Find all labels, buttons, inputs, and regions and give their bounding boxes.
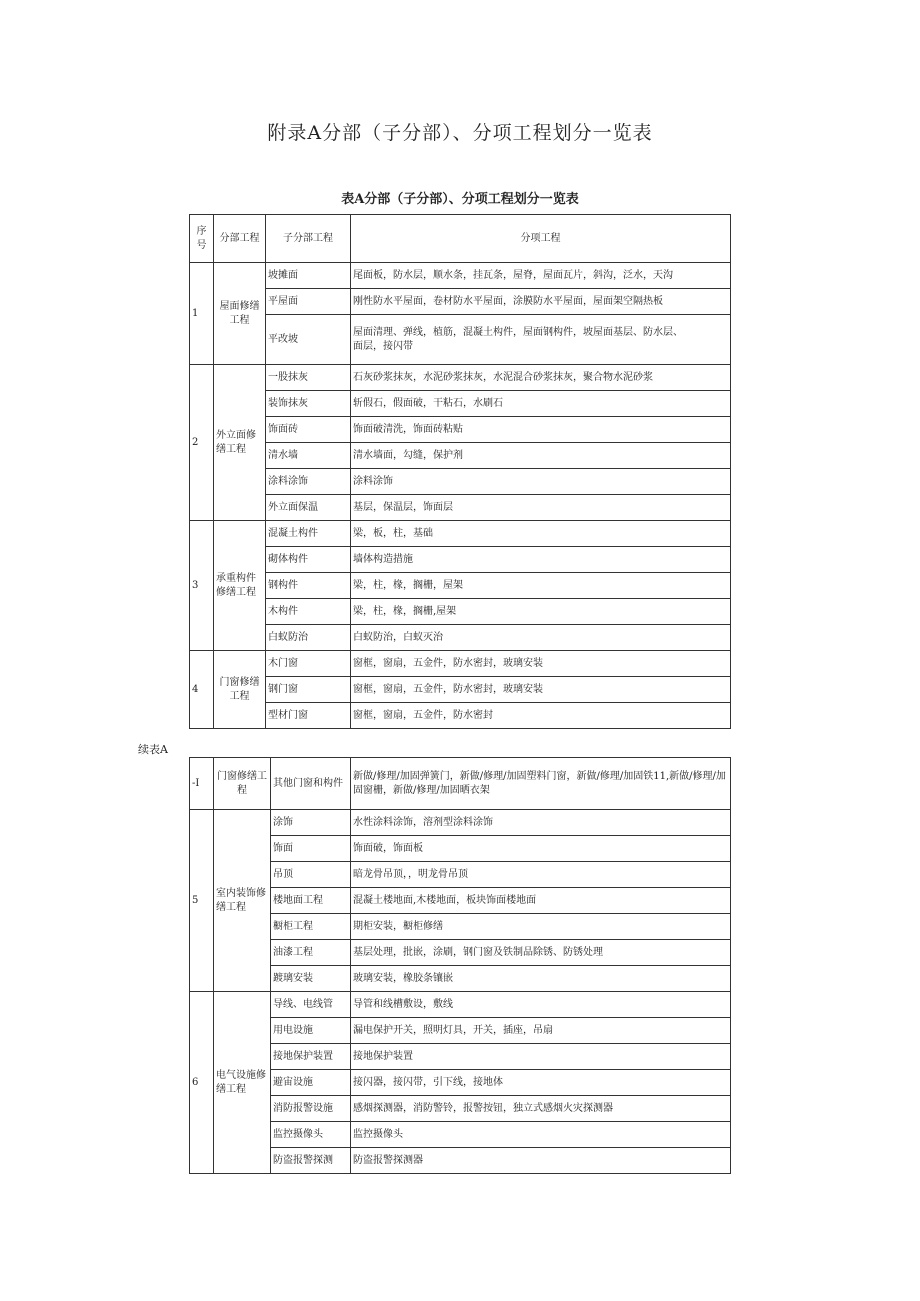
table-header-row [190,215,731,263]
header-items: 分项工程 [351,215,731,263]
table-row [190,495,731,521]
item-list [351,315,731,365]
sub-division-name: 白蚁防治 [266,625,351,651]
item-list [351,547,731,573]
table-row [190,443,731,469]
row-number: 1 [190,263,214,365]
table-row [190,573,731,599]
item-list [351,365,731,391]
item-list [351,599,731,625]
division-name: 门窗修缮工程 [214,758,271,810]
item-list: 新做/修理/加固弹簧门，新做/修理/加固塑料门窗，新做/修理/加固铁11,新做/修理/加固窗栅，新做/修理/加固晒衣架 [351,758,731,810]
table-row [190,703,731,729]
item-list: 感烟探测器，消防警铃，报警按钮，独立式感烟火灾探测器 [351,1096,731,1122]
sub-division-name: 砌体构件 [266,547,351,573]
sub-division-name: 钢门窗 [266,677,351,703]
item-list: 基层处理，批嵌，涂刷，钢门窗及铁制品除锈、防锈处理 [351,940,731,966]
item-text: 白蚁防治，白蚁灭治 [353,631,443,643]
division-name: 承重构件修缮工程 [214,521,266,651]
division-name: 外立面修缮工程 [214,365,266,521]
table-row [190,992,731,1018]
item-list: 导管和线槽敷设，敷线 [351,992,731,1018]
sub-division-name: 楼地面工程 [271,888,351,914]
header-no: 序号 [190,215,214,263]
sub-division-name: 防盗报警探测 [271,1148,351,1174]
table-row [190,651,731,677]
division-table-continued [189,757,731,1174]
item-list: 水性涂料涂饰，溶剂型涂料涂饰 [351,810,731,836]
item-list [351,391,731,417]
sub-division-name: 涂料涂饰 [266,469,351,495]
item-text: 刚性防水平屋面，卷材防水平屋面，涂膜防水平屋面，屋面架空隔热板 [353,295,663,307]
sub-division-name: 监控摄像头 [271,1122,351,1148]
table-row [190,888,731,914]
item-text: 斩假石，假面破，干粘石，水刷石 [353,397,503,409]
table-row [190,289,731,315]
item-text: 尾面板，防水层，顺水条，挂瓦条，屋脊，屋面瓦片，斜沟，泛水，天沟 [353,269,673,281]
item-text: 清水墙面，勾缝，保护剂 [353,449,463,461]
item-list [351,417,731,443]
item-list [351,469,731,495]
sub-division-name: 清水墙 [266,443,351,469]
item-text: 屋面清理、弹线，植筋，混凝土构件，屋面钢构件，坡屋面基层、防水层、 [353,326,683,338]
row-number: 2 [190,365,214,521]
item-text: 梁，板，柱，基础 [353,527,433,539]
sub-division-name: 装饰抹灰 [266,391,351,417]
item-list [351,625,731,651]
item-list [351,677,731,703]
table-caption: 表A分部（子分部）、分项工程划分一览表 [341,192,579,207]
item-list: 接闪器，接闪带，引下线，接地体 [351,1070,731,1096]
item-list: 接地保护装置 [351,1044,731,1070]
sub-division-name: 平改坡 [266,315,351,365]
sub-division-name: 避宙设施 [271,1070,351,1096]
table-row [190,547,731,573]
sub-division-name: 木门窗 [266,651,351,677]
row-number: 4 [190,651,214,729]
sub-division-name: 油漆工程 [271,940,351,966]
page-title: 附录A分部（子分部）、分项工程划分一览表 [267,122,653,144]
item-list [351,263,731,289]
sub-division-name: 用电设施 [271,1018,351,1044]
item-list [351,495,731,521]
table-row [190,1148,731,1174]
table-row [190,810,731,836]
item-text: 窗框，窗扇，五金件，防水密封 [353,709,493,721]
sub-division-name: 混凝土构件 [266,521,351,547]
item-list: 防盗报警探测器 [351,1148,731,1174]
sub-division-name: 一股抹灰 [266,365,351,391]
row-number: -I [190,758,214,810]
sub-division-name: 消防报警设施 [271,1096,351,1122]
table-row [190,417,731,443]
table-row [190,758,731,810]
sub-division-name: 外立面保温 [266,495,351,521]
table-row [190,1070,731,1096]
item-text: 饰面破清洗，饰面砖粘贴 [353,423,463,435]
item-list [351,521,731,547]
table-row [190,940,731,966]
sub-division-name: 踱璃安装 [271,966,351,992]
item-list: 暗龙骨吊顶，，明龙骨吊顶 [351,862,731,888]
sub-division-name: 其他门窗和构件 [271,758,351,810]
continuation-label: 续表A [138,743,168,756]
sub-division-name: 涂饰 [271,810,351,836]
item-list [351,573,731,599]
table-row [190,391,731,417]
sub-division-name: 平屋面 [266,289,351,315]
item-text: 涂料涂饰 [353,475,393,487]
division-table [189,214,731,729]
item-list: 漏电保护开关，照明灯具，开关，插座，吊扇 [351,1018,731,1044]
table-row [190,521,731,547]
item-text: 基层，保温层，饰面层 [353,501,453,513]
sub-division-name: 接地保护装置 [271,1044,351,1070]
sub-division-name: 橱柜工程 [271,914,351,940]
header-sub-division: 子分部工程 [266,215,351,263]
item-list: 混凝土楼地面,木楼地面，板块饰面楼地面 [351,888,731,914]
item-list [351,703,731,729]
table-row [190,365,731,391]
sub-division-name: 吊顶 [271,862,351,888]
item-list [351,651,731,677]
table-row [190,1122,731,1148]
division-name: 门窗修缮工程 [214,651,266,729]
table-row [190,966,731,992]
table-row [190,1018,731,1044]
table-row [190,914,731,940]
table-row [190,315,731,365]
table-row [190,1096,731,1122]
sub-division-name: 饰面 [271,836,351,862]
item-list [351,289,731,315]
table-row [190,836,731,862]
item-text: 墙体构造措施 [353,553,413,565]
sub-division-name: 导线、电线管 [271,992,351,1018]
item-list: 监控摄像头 [351,1122,731,1148]
item-text: 窗框，窗扇，五金件，防水密封，玻璃安装 [353,657,543,669]
item-text: 梁，柱，椽，搁栅，屋架 [353,579,463,591]
item-text: 石灰砂浆抹灰，水泥砂浆抹灰，水泥混合砂浆抹灰，聚合物水泥砂浆 [353,371,653,383]
item-text: 窗框，窗扇，五金件，防水密封，玻璃安装 [353,683,543,695]
division-name: 屋面修缮工程 [214,263,266,365]
row-number: 3 [190,521,214,651]
table-row [190,677,731,703]
row-number: 5 [190,810,214,992]
sub-division-name: 饰面砖 [266,417,351,443]
header-division: 分部工程 [214,215,266,263]
item-list: 玻璃安装，橡胶条镶嵌 [351,966,731,992]
table-row [190,469,731,495]
table-row [190,1044,731,1070]
sub-division-name: 坡摊面 [266,263,351,289]
item-list [351,443,731,469]
table-row [190,862,731,888]
table-row [190,599,731,625]
row-number: 6 [190,992,214,1174]
sub-division-name: 木构件 [266,599,351,625]
item-text: 梁，柱，椽，搁栅,屋架 [353,605,457,617]
division-name: 电气设施修缮工程 [214,992,271,1174]
item-list: 饰面破，饰面板 [351,836,731,862]
item-text-continued: 面层，接闪带 [353,340,413,352]
table-row [190,625,731,651]
sub-division-name: 型材门窗 [266,703,351,729]
table-row [190,263,731,289]
sub-division-name: 钢构件 [266,573,351,599]
division-name: 室内装饰修缮工程 [214,810,271,992]
item-list: 期柜安装，橱柜修缮 [351,914,731,940]
